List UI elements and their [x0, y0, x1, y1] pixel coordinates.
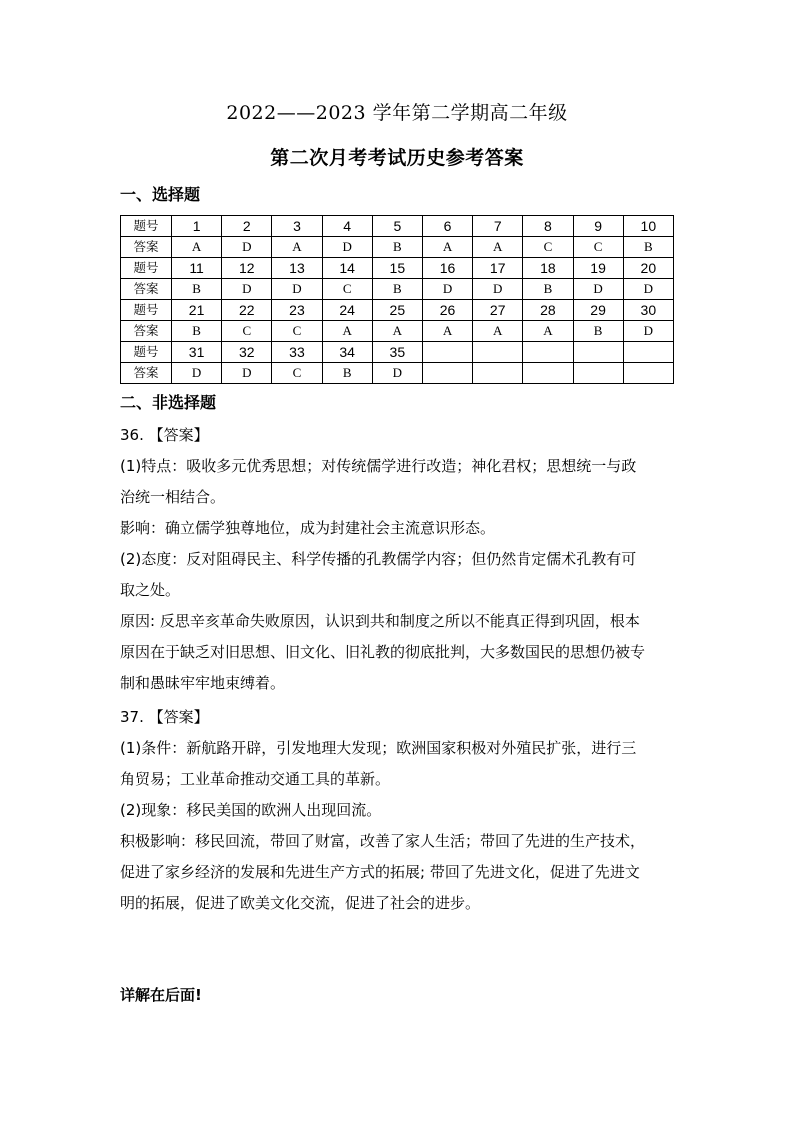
- question-number-cell: 29: [573, 300, 623, 321]
- question-36-answer: [120, 420, 680, 699]
- question-number-cell: 14: [322, 258, 372, 279]
- question-number-cell: 25: [372, 300, 422, 321]
- question-number-cell: 33: [272, 342, 322, 363]
- answer-cell: B: [322, 363, 372, 384]
- answer-line: 促进了家乡经济的发展和先进生产方式的拓展; 带回了先进文化，促进了先进文: [120, 863, 640, 881]
- answer-line: (1)特点：吸收多元优秀思想；对传统儒学进行改造；神化君权；思想统一与政: [120, 457, 637, 475]
- answer-line: (1)条件：新航路开辟，引发地理大发现；欧洲国家积极对外殖民扩张，进行三: [120, 739, 637, 757]
- question-number-cell: 5: [372, 216, 422, 237]
- question-number-cell: 18: [523, 258, 573, 279]
- question-number-cell: 13: [272, 258, 322, 279]
- answer-cell: A: [172, 237, 222, 258]
- question-number-cell: 22: [222, 300, 272, 321]
- section-heading-non-multiple-choice: 二、非选择题: [120, 393, 217, 412]
- answer-cell: B: [523, 279, 573, 300]
- answer-cell: B: [172, 321, 222, 342]
- row-label-question-number: 题号: [121, 258, 172, 279]
- answer-row: [121, 321, 674, 342]
- question-number-cell: 35: [372, 342, 422, 363]
- answer-cell: C: [272, 321, 322, 342]
- answer-row: [121, 237, 674, 258]
- question-number-cell: 16: [422, 258, 472, 279]
- answer-cell: D: [573, 279, 623, 300]
- answer-line: 影响：确立儒学独尊地位，成为封建社会主流意识形态。: [120, 519, 496, 537]
- row-label-answer: 答案: [121, 237, 172, 258]
- row-label-answer: 答案: [121, 363, 172, 384]
- footer-note: 详解在后面!: [120, 986, 202, 1004]
- question-number-cell: [623, 342, 673, 363]
- question-number-cell: 20: [623, 258, 673, 279]
- question-number-cell: 7: [473, 216, 523, 237]
- answer-cell: D: [222, 237, 272, 258]
- answer-cell: [473, 363, 523, 384]
- question-number-cell: 15: [372, 258, 422, 279]
- answer-cell: D: [322, 237, 372, 258]
- row-label-question-number: 题号: [121, 216, 172, 237]
- answer-cell: A: [473, 321, 523, 342]
- answer-cell: [422, 363, 472, 384]
- row-label-answer: 答案: [121, 321, 172, 342]
- answer-cell: D: [372, 363, 422, 384]
- answer-row: [121, 279, 674, 300]
- answer-cell: D: [272, 279, 322, 300]
- section-heading-multiple-choice: 一、选择题: [120, 185, 201, 204]
- answer-cell: C: [573, 237, 623, 258]
- question-number-cell: 21: [172, 300, 222, 321]
- document-title-line2: 第二次月考考试历史参考答案: [270, 147, 524, 169]
- answer-cell: D: [623, 321, 673, 342]
- question-number-cell: 9: [573, 216, 623, 237]
- answer-line: (2)态度：反对阻碍民主、科学传播的孔教儒学内容；但仍然肯定儒术孔教有可: [120, 550, 637, 568]
- answer-cell: C: [272, 363, 322, 384]
- answer-cell: [523, 363, 573, 384]
- answer-cell: B: [573, 321, 623, 342]
- question-number-cell: 28: [523, 300, 573, 321]
- answer-table: [120, 215, 674, 384]
- answer-line: 取之处。: [120, 581, 181, 599]
- question-number-cell: 1: [172, 216, 222, 237]
- answer-cell: A: [523, 321, 573, 342]
- question-number-cell: [523, 342, 573, 363]
- answer-cell: D: [172, 363, 222, 384]
- answer-cell: B: [372, 237, 422, 258]
- question-number-cell: 26: [422, 300, 472, 321]
- answer-cell: D: [623, 279, 673, 300]
- answer-line: 制和愚昧牢牢地束缚着。: [120, 674, 286, 692]
- row-label-answer: 答案: [121, 279, 172, 300]
- question-number-cell: 19: [573, 258, 623, 279]
- row-label-question-number: 题号: [121, 342, 172, 363]
- question-number-row: [121, 300, 674, 321]
- answer-line: 治统一相结合。: [120, 488, 226, 506]
- question-number-cell: 27: [473, 300, 523, 321]
- answer-cell: A: [422, 321, 472, 342]
- question-number-cell: 34: [322, 342, 372, 363]
- answer-cell: A: [372, 321, 422, 342]
- question-number-cell: 6: [422, 216, 472, 237]
- question-number-cell: 12: [222, 258, 272, 279]
- row-label-question-number: 题号: [121, 300, 172, 321]
- question-36-label: 36. 【答案】: [120, 426, 209, 444]
- question-number-cell: 2: [222, 216, 272, 237]
- question-number-cell: 11: [172, 258, 222, 279]
- document-title-line1: 2022——2023 学年第二学期高二年级: [226, 102, 568, 124]
- answer-line: 积极影响：移民回流，带回了财富，改善了家人生活；带回了先进的生产技术，: [120, 832, 646, 850]
- question-number-cell: [422, 342, 472, 363]
- question-number-cell: 31: [172, 342, 222, 363]
- answer-line: 明的拓展，促进了欧美文化交流，促进了社会的进步。: [120, 894, 481, 912]
- question-number-cell: 4: [322, 216, 372, 237]
- answer-cell: [573, 363, 623, 384]
- answer-cell: C: [523, 237, 573, 258]
- answer-cell: [623, 363, 673, 384]
- answer-row: [121, 363, 674, 384]
- answer-cell: A: [422, 237, 472, 258]
- answer-cell: B: [172, 279, 222, 300]
- question-number-cell: 30: [623, 300, 673, 321]
- question-number-cell: [573, 342, 623, 363]
- answer-line: 原因: 反思辛亥革命失败原因，认识到共和制度之所以不能真正得到巩固，根本: [120, 612, 640, 630]
- answer-cell: D: [473, 279, 523, 300]
- question-number-row: [121, 342, 674, 363]
- question-number-cell: [473, 342, 523, 363]
- answer-cell: D: [222, 279, 272, 300]
- question-37-label: 37. 【答案】: [120, 708, 209, 726]
- answer-cell: C: [322, 279, 372, 300]
- answer-cell: A: [322, 321, 372, 342]
- question-number-row: [121, 258, 674, 279]
- question-number-cell: 17: [473, 258, 523, 279]
- answer-line: 原因在于缺乏对旧思想、旧文化、旧礼教的彻底批判，大多数国民的思想仍被专: [120, 643, 646, 661]
- question-number-cell: 32: [222, 342, 272, 363]
- question-number-cell: 8: [523, 216, 573, 237]
- answer-cell: D: [222, 363, 272, 384]
- question-number-cell: 24: [322, 300, 372, 321]
- answer-cell: D: [422, 279, 472, 300]
- question-number-cell: 23: [272, 300, 322, 321]
- answer-cell: A: [473, 237, 523, 258]
- answer-line: (2)现象：移民美国的欧洲人出现回流。: [120, 801, 382, 819]
- answer-cell: C: [222, 321, 272, 342]
- question-number-cell: 3: [272, 216, 322, 237]
- answer-cell: B: [372, 279, 422, 300]
- answer-cell: B: [623, 237, 673, 258]
- question-number-row: [121, 216, 674, 237]
- question-number-cell: 10: [623, 216, 673, 237]
- question-37-answer: [120, 702, 680, 919]
- answer-cell: A: [272, 237, 322, 258]
- answer-line: 角贸易；工业革命推动交通工具的革新。: [120, 770, 391, 788]
